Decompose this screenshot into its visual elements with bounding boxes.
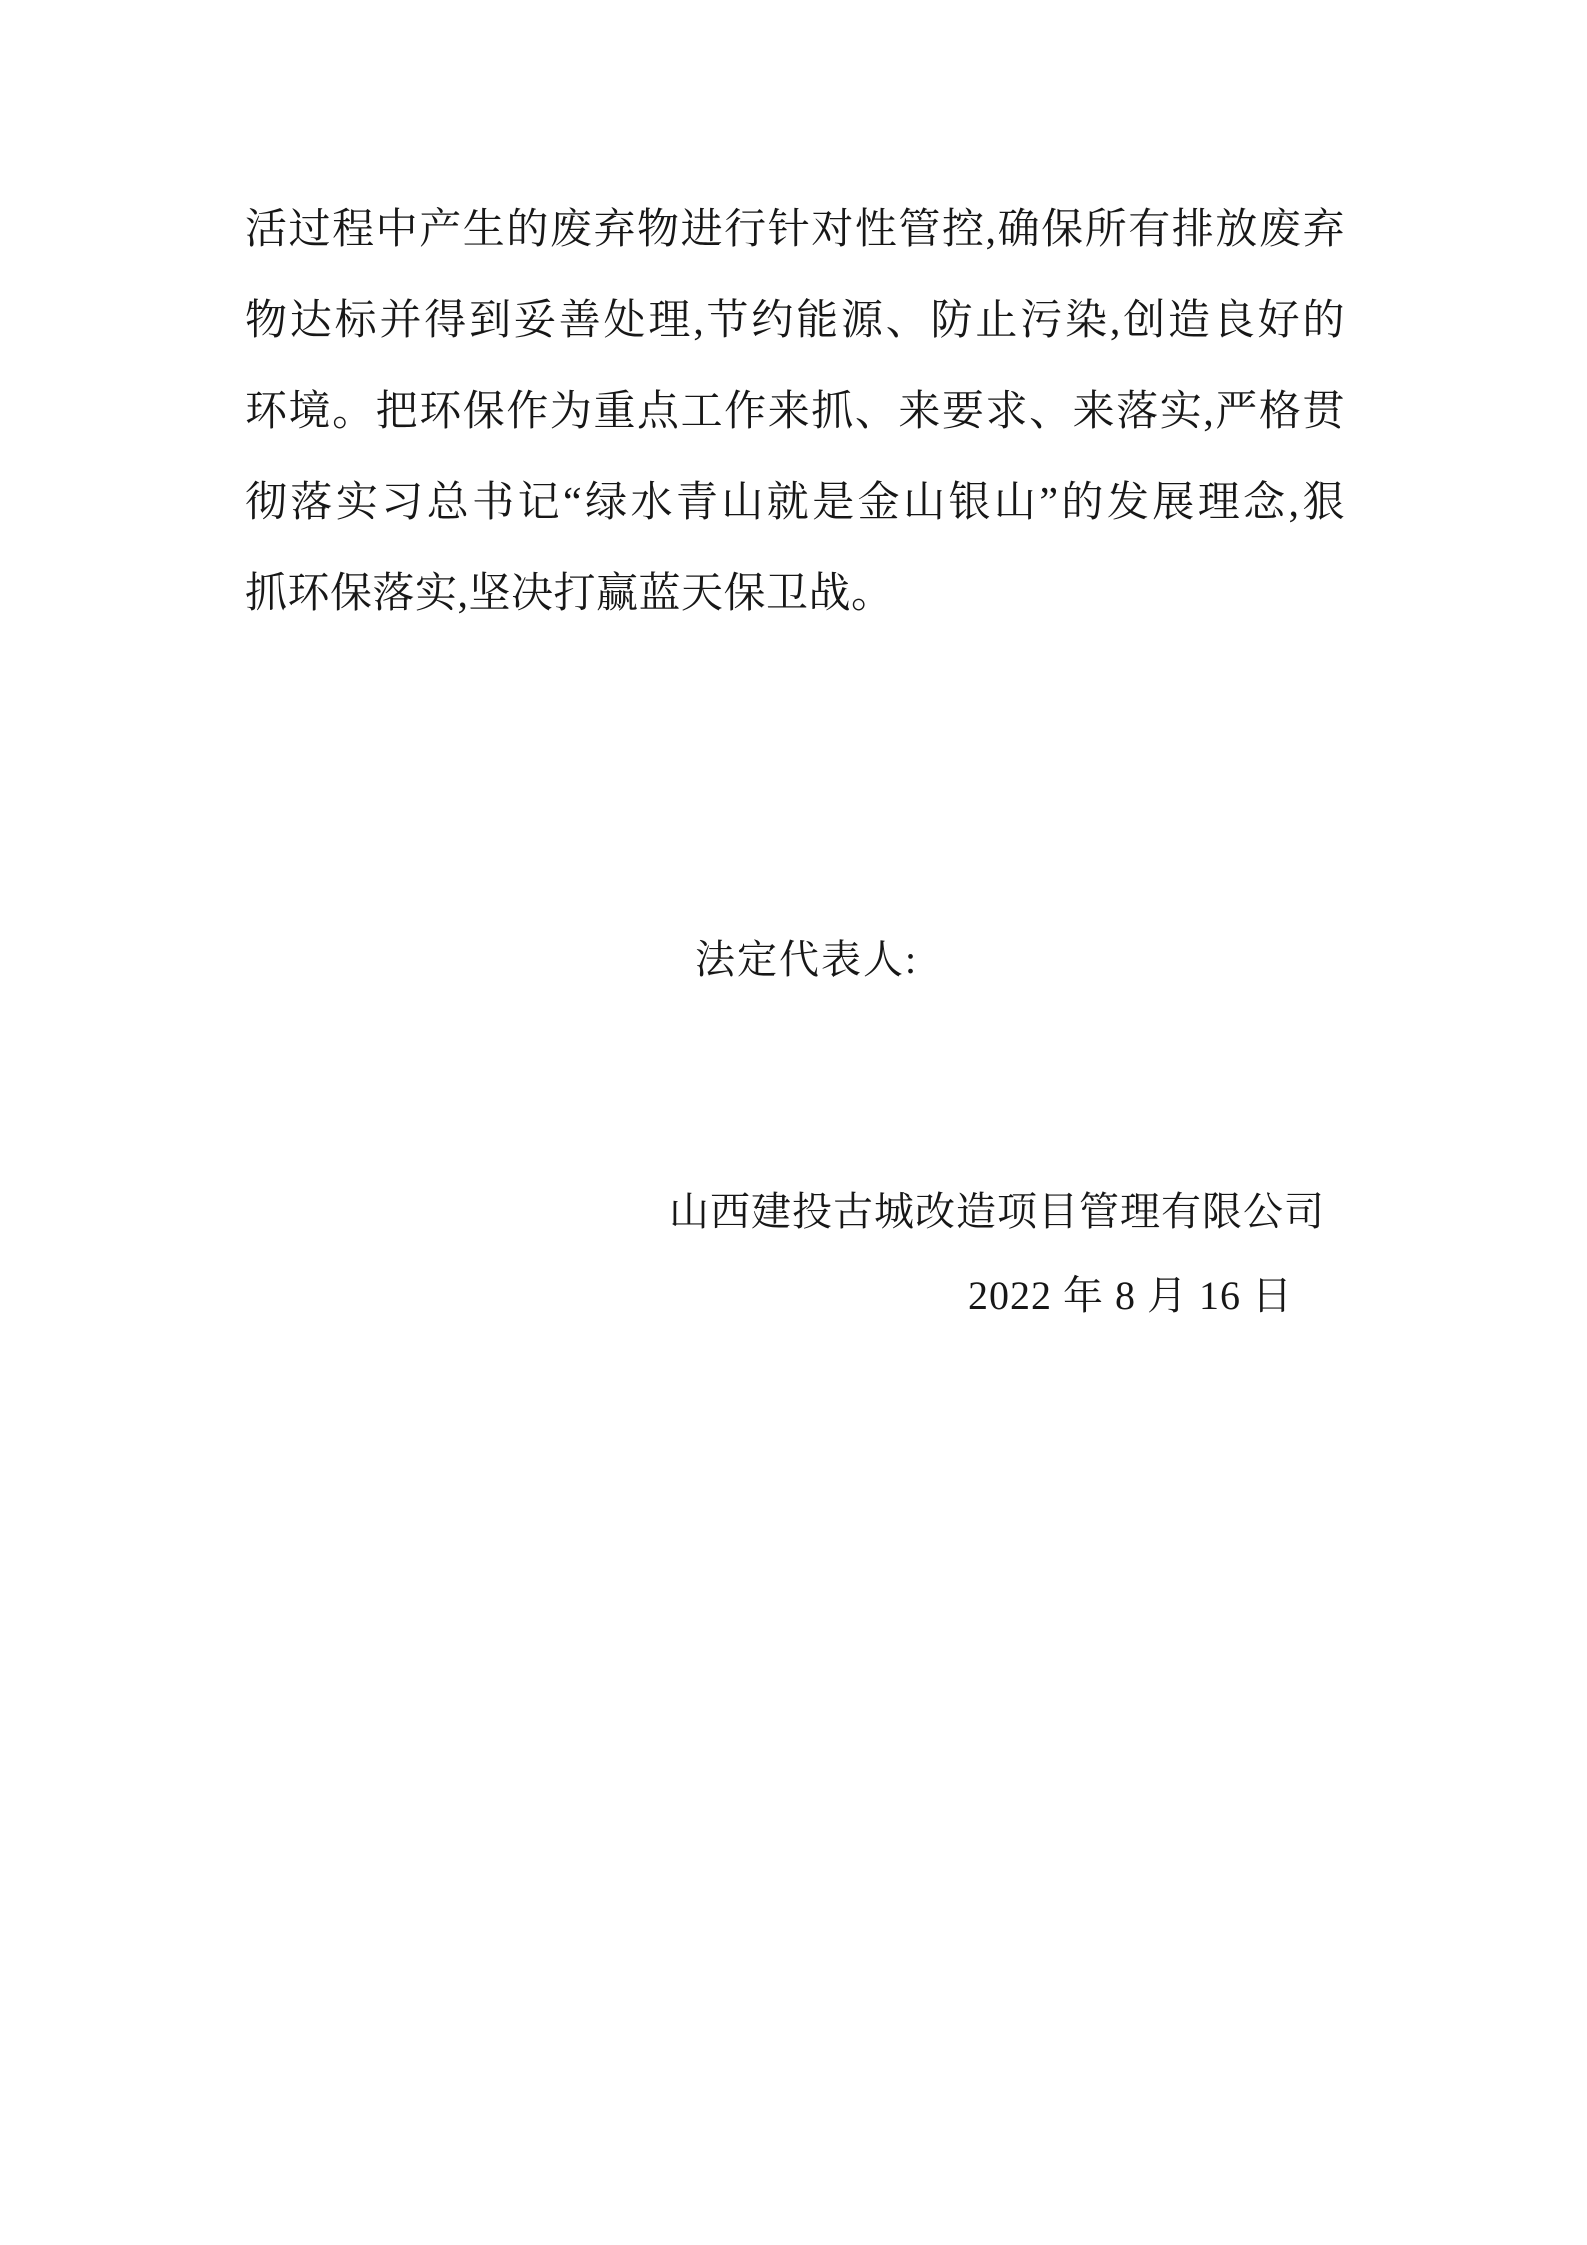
document-date: 2022 年 8 月 16 日 xyxy=(968,1273,1293,1318)
body-line: 环境。把环保作为重点工作来抓、来要求、来落实,严格贯 xyxy=(245,389,1345,435)
company-name: 山西建投古城改造项目管理有限公司 xyxy=(669,1189,1325,1234)
body-line: 抓环保落实,坚决打赢蓝天保卫战。 xyxy=(245,571,894,617)
body-line: 物达标并得到妥善处理,节约能源、防止污染,创造良好的 xyxy=(245,298,1345,344)
company-signature-block xyxy=(245,1180,1345,1328)
representative-label: 法定代表人: xyxy=(695,937,919,982)
body-paragraph xyxy=(245,185,1345,640)
signature-section xyxy=(245,930,1345,990)
body-line: 彻落实习总书记“绿水青山就是金山银山”的发展理念,狠 xyxy=(245,480,1345,526)
body-line: 活过程中产生的废弃物进行针对性管控,确保所有排放废弃 xyxy=(245,207,1345,253)
